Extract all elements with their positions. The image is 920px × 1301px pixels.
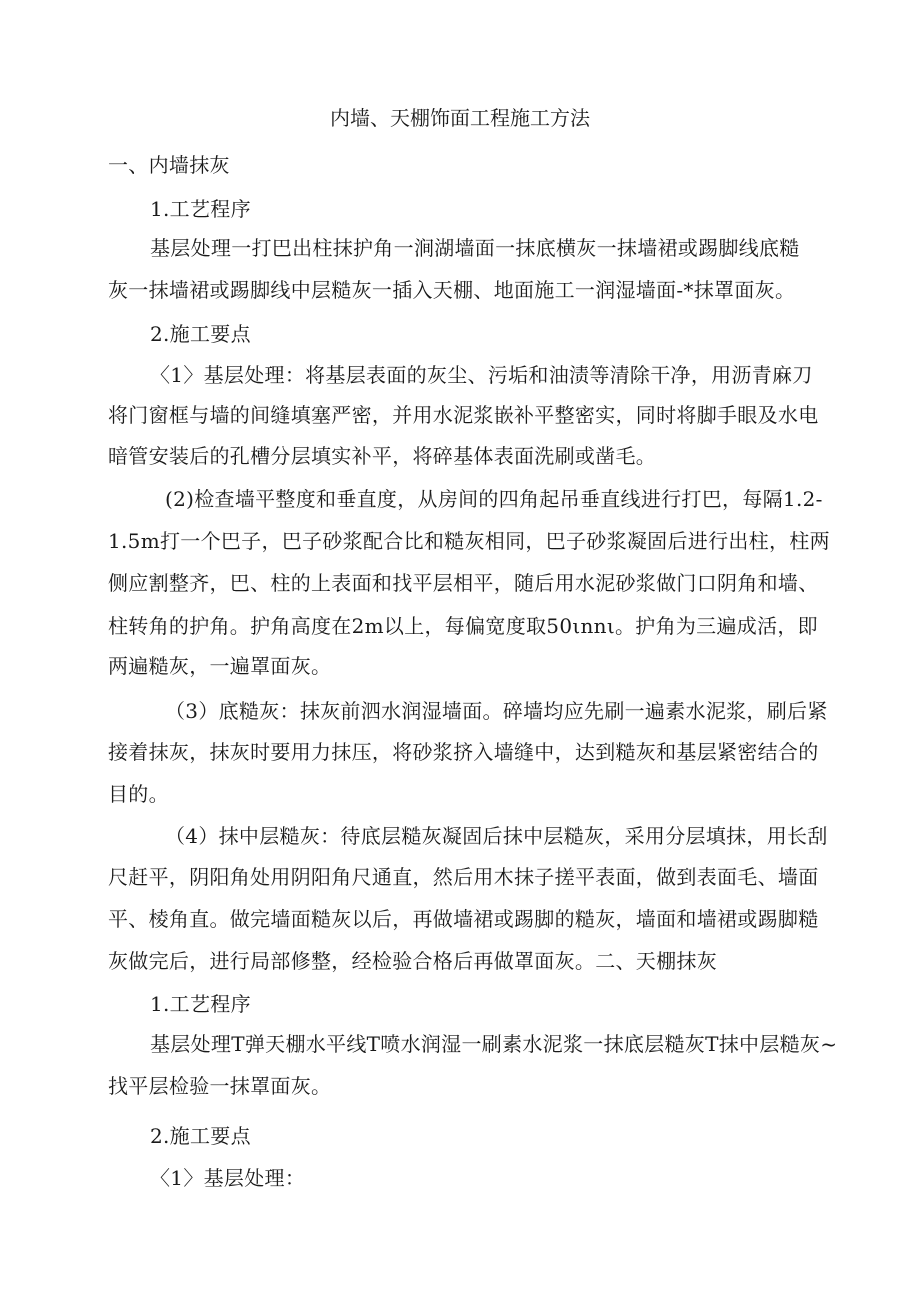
paragraph-line: 平、棱角直。做完墙面糙灰以后，再做墙裙或踢脚的糙灰，墙面和墙裙或踢脚糙 — [108, 907, 819, 931]
paragraph-line: (2)检查墙平整度和垂直度，从房间的四角起吊垂直线进行打巴，每隔1.2- — [165, 487, 823, 511]
paragraph-line: 暗管安装后的孔槽分层填实补平，将碎基体表面洗刷或凿毛。 — [108, 444, 657, 468]
page-title: 内墙、天棚饰面工程施工方法 — [330, 106, 590, 130]
paragraph-line: 两遍糙灰，一遍罩面灰。 — [108, 654, 332, 678]
paragraph-line: 基层处理T弹天棚水平线T喷水润湿一刷素水泥浆一抹底层糙灰T抹中层糙灰~ — [150, 1032, 838, 1056]
paragraph-line: 基层处理一打巴出柱抹护角一涧湖墙面一抹底横灰一抹墙裙或踢脚线底糙 — [150, 236, 800, 260]
paragraph-line: 将门窗框与墙的间缝填塞严密，并用水泥浆嵌补平整密实，同时将脚手眼及水电 — [108, 403, 819, 427]
paragraph-line: （3）底糙灰：抹灰前泗水润湿墙面。碎墙均应先刷一遍素水泥浆，刷后紧 — [165, 699, 828, 723]
paragraph-line: 〈1〉基层处理： — [150, 1166, 306, 1190]
paragraph-line: 柱转角的护角。护角高度在2m以上，每偏宽度取50ιnnι。护角为三遍成活，即 — [108, 614, 818, 638]
paragraph-line: 侧应割整齐，巴、柱的上表面和找平层相平，随后用水泥砂浆做门口阴角和墙、 — [108, 571, 819, 595]
paragraph-line: 1.5m打一个巴子，巴子砂浆配合比和糙灰相同，巴子砂浆凝固后进行出柱，柱两 — [108, 529, 830, 553]
paragraph-line: 接着抹灰，抹灰时要用力抹压，将砂浆挤入墙缝中，达到糙灰和基层紧密结合的 — [108, 740, 819, 764]
subheading-key-points: 2.施工要点 — [150, 322, 251, 346]
paragraph-line: 找平层检验一抹罩面灰。 — [108, 1074, 332, 1098]
paragraph-line: 目的。 — [108, 782, 169, 806]
subheading-process: 1.工艺程序 — [150, 197, 251, 221]
paragraph-line: 灰做完后，进行局部修整，经检验合格后再做罩面灰。二、天棚抹灰 — [108, 949, 717, 973]
subheading-process: 1.工艺程序 — [150, 992, 251, 1016]
paragraph-line: （4）抹中层糙灰：待底层糙灰凝固后抹中层糙灰，采用分层填抹，用长刮 — [165, 824, 828, 848]
paragraph-line: 〈1〉基层处理：将基层表面的灰尘、污垢和油渍等清除干净，用沥青麻刀 — [150, 363, 813, 387]
paragraph-line: 尺赶平，阴阳角处用阴阳角尺通直，然后用木抹子搓平表面，做到表面毛、墙面 — [108, 865, 819, 889]
section-heading-interior-wall: 一、内墙抹灰 — [108, 153, 230, 177]
paragraph-line: 灰一抹墙裙或踢脚线中层糙灰一插入天棚、地面施工一润湿墙面-*抹罩面灰。 — [108, 278, 796, 302]
subheading-key-points: 2.施工要点 — [150, 1124, 251, 1148]
